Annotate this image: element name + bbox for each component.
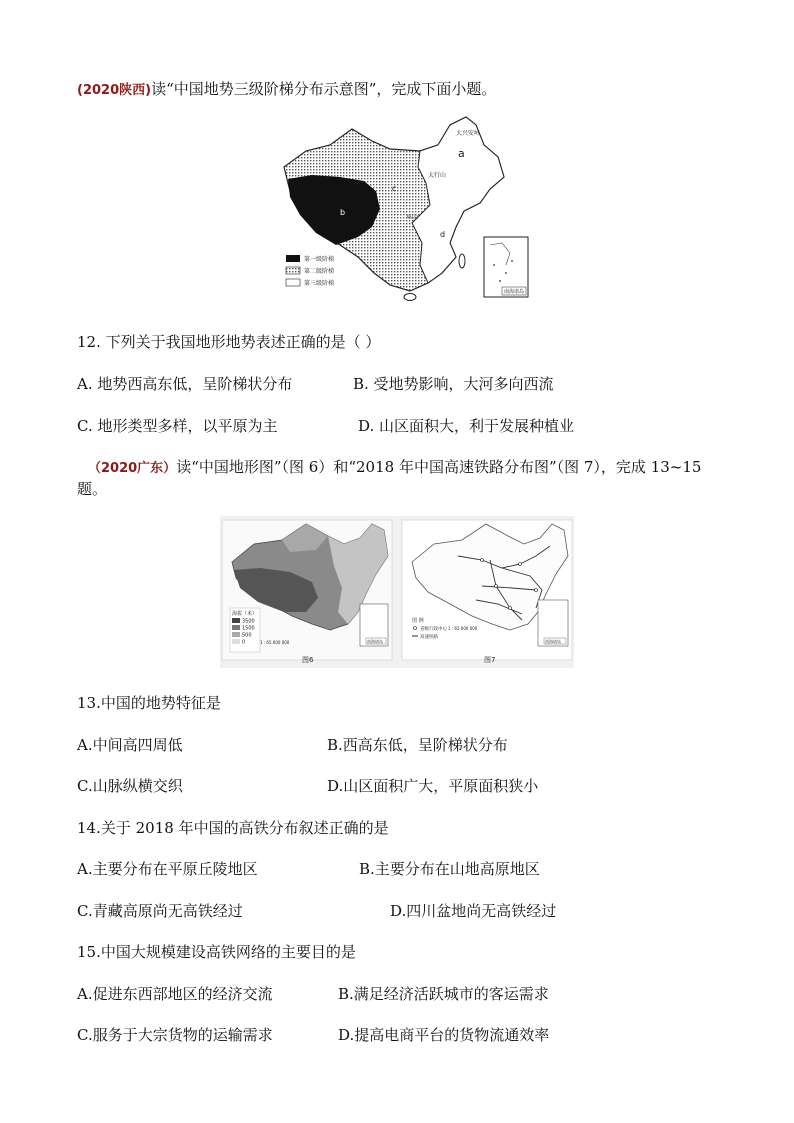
q14-option-a: A.主要分布在平原丘陵地区 <box>77 860 258 878</box>
q14-stem: 14.关于 2018 年中国的高铁分布叙述正确的是 <box>77 819 389 837</box>
legend-swatch-third-step <box>286 279 300 286</box>
source-tag-2: （2020广东） <box>88 461 177 476</box>
q12-option-b: B. 受地势影响，大河多向西流 <box>353 375 554 393</box>
fig7-scale: 1 : 65 000 000 <box>448 626 478 631</box>
q15-option-c: C.服务于大宗货物的运输需求 <box>77 1026 273 1044</box>
intro-1 <box>77 79 496 101</box>
hainan-island <box>404 294 416 301</box>
fig6-scale: 1 : 65 000 000 <box>260 640 290 645</box>
q12-option-c: C. 地形类型多样，以平原为主 <box>77 417 278 435</box>
q13-stem: 13.中国的地势特征是 <box>77 694 221 712</box>
intro-2-text: 读“中国地形图”（图 6）和“2018 年中国高速铁路分布图”（图 7），完成 13~15 <box>176 458 702 476</box>
fig6-legend-500: 500 <box>242 632 252 639</box>
q13-option-b: B.西高东低，呈阶梯状分布 <box>327 736 508 754</box>
map1-label-wushan: 巫山 <box>406 214 419 221</box>
map1-inset-label: 南海诸岛 <box>504 289 525 295</box>
fig7-legend-title: 图 例 <box>412 618 424 624</box>
source-tag-1: (2020陕西) <box>77 83 152 98</box>
q15-option-d: D.提高电商平台的货物流通效率 <box>338 1026 550 1044</box>
intro-1-text: 读“中国地势三级阶梯分布示意图”，完成下面小题。 <box>151 80 497 98</box>
fig6-legend-3500: 3500 <box>242 618 255 625</box>
q13-option-c: C.山脉纵横交织 <box>77 777 183 795</box>
fig6-legend-0: 0 <box>242 639 246 646</box>
fig6-inset-label: 南海诸岛 <box>367 639 383 644</box>
legend-first-step: 第一级阶梯 <box>304 256 335 263</box>
q14-option-d: D.四川盆地尚无高铁经过 <box>390 902 557 920</box>
map1-label-taihangshan: 太行山 <box>428 172 447 179</box>
fig7-inset-label: 南海诸岛 <box>545 639 561 644</box>
legend-swatch-first-step <box>286 255 300 262</box>
fig7-caption: 图7 <box>484 656 496 664</box>
fig6-legend-1500: 1500 <box>242 625 255 632</box>
map1-label-daxinganling: 大兴安岭 <box>456 130 481 137</box>
q13-option-d: D.山区面积广大，平原面积狭小 <box>327 777 539 795</box>
fig6-legend-title: 海拔（米） <box>232 611 258 617</box>
fig7-legend-capital: 省级行政中心 <box>420 627 447 632</box>
q14-option-c: C.青藏高原尚无高铁经过 <box>77 902 243 920</box>
legend-swatch-second-step <box>286 267 300 274</box>
intro-2-text-cont: 题。 <box>77 480 108 498</box>
q13-option-a: A.中间高四周低 <box>77 736 183 754</box>
q15-stem: 15.中国大规模建设高铁网络的主要目的是 <box>77 943 356 961</box>
q15-option-a: A.促进东西部地区的经济交流 <box>77 985 273 1003</box>
fig6-china-terrain-map <box>222 520 392 664</box>
map1-label-a: a <box>458 147 465 160</box>
taiwan-island <box>459 254 465 268</box>
legend-third-step: 第三级阶梯 <box>304 280 335 287</box>
legend-second-step: 第二级阶梯 <box>304 268 335 275</box>
figures-6-7 <box>220 516 574 668</box>
map1-label-c: c <box>392 184 397 193</box>
q12-option-a: A. 地势西高东低，呈阶梯状分布 <box>77 375 293 393</box>
fig6-caption: 图6 <box>302 656 314 664</box>
q15-option-b: B.满足经济活跃城市的客运需求 <box>338 985 549 1003</box>
q12-option-d: D. 山区面积大，利于发展种植业 <box>358 417 575 435</box>
terrain-steps-map <box>280 115 532 301</box>
q12-stem: 12. 下列关于我国地形地势表述正确的是（ ） <box>77 333 381 351</box>
map1-label-b: b <box>340 208 346 217</box>
intro-2 <box>88 457 701 479</box>
fig7-high-speed-rail-map <box>402 520 572 664</box>
q14-option-b: B.主要分布在山地高原地区 <box>359 860 540 878</box>
fig7-legend-rail: 高速铁路 <box>420 635 438 640</box>
map1-label-d: d <box>440 230 446 239</box>
